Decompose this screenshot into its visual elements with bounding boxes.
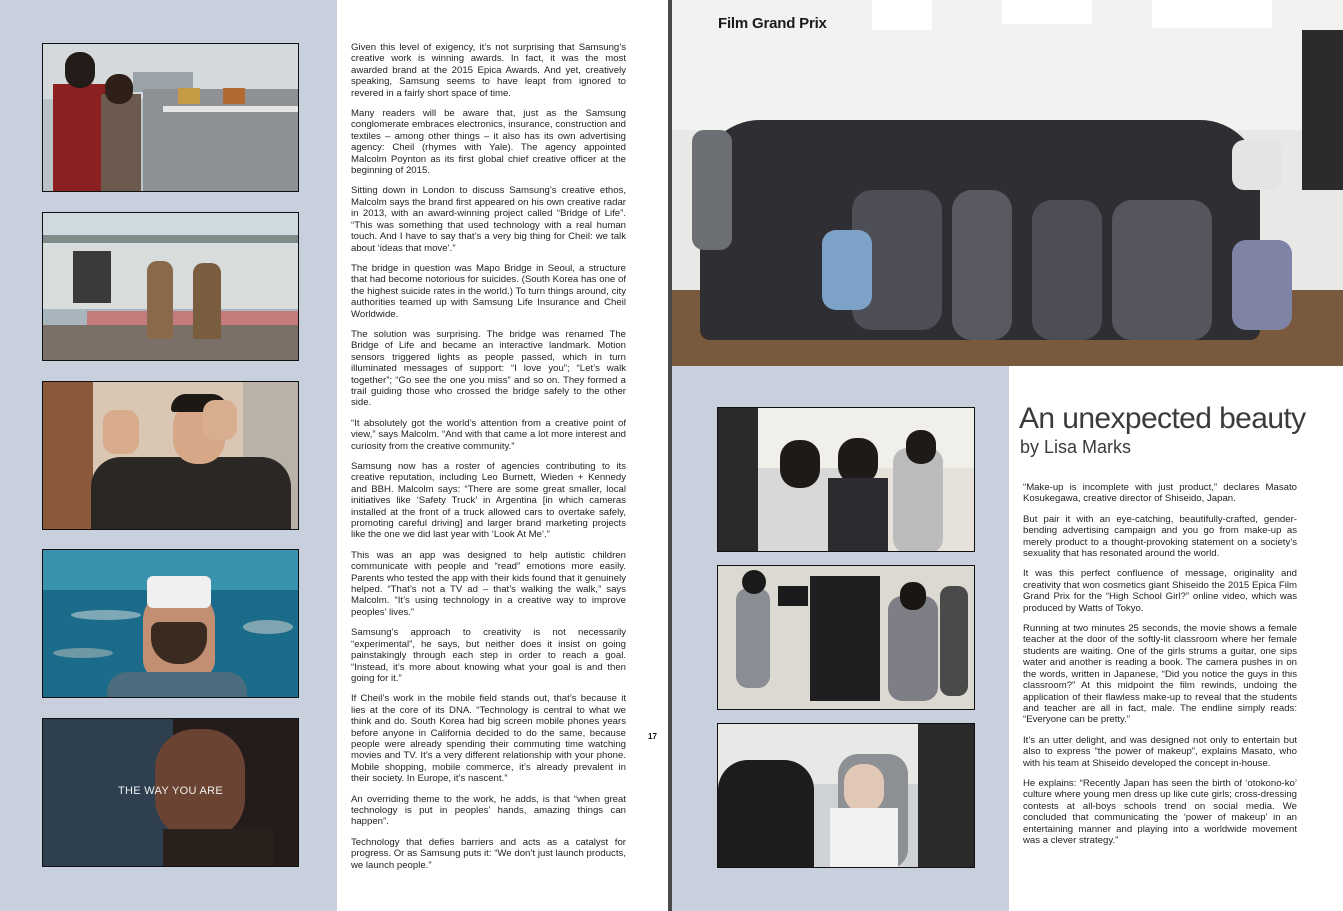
photo-bridge-couple: [42, 43, 299, 192]
right-paragraph: Running at two minutes 25 seconds, the movie shows a female teacher at the door of the softly-lit classroom where her female students are waiting. One of the girls strums a guitar, one sips water and another is reading a book. The camera pushes in on the words, written in Japanese, “Did you notice the guys in this classroom?” At this midpoint the film rewinds, undoing the application of their flawless make-up to reveal that the students and teacher are all in fact, male. The endline simply reads: “Everyone can be pretty.”: [1023, 623, 1297, 726]
left-paragraph: Technology that defies barriers and acts as a catalyst for progress. Or as Samsung puts it: “We don’t just launch products, we launch people.”: [351, 836, 626, 871]
photo-woman-the-way-you-are: [42, 718, 299, 867]
left-paragraph: An overriding theme to the work, he adds, is that “when great technology is put in peoples’ hands, amazing things can happen”.: [351, 793, 626, 828]
right-article-column: [1023, 482, 1297, 855]
photo-classroom-students: [717, 407, 975, 552]
left-paragraph: Samsung’s approach to creativity is not necessarily “experimental”, he says, but neither does it insist on going painstakingly through each step in order to reach a goal. “Instead, it’s more about knowing what your goal is and then going for it.”: [351, 627, 626, 684]
photo-film-set-camera: [717, 565, 975, 710]
article-title: An unexpected beauty: [1019, 402, 1306, 435]
left-paragraph: This was an app was designed to help autistic children communicate with people and “read” emotions more easily. Parents who tested the app with their kids found that it genuinely helped. “That’s not a TV ad – that’s walking the walk,” says Malcolm. “It’s using technology in a creative way to improve peoples’ lives.”: [351, 549, 626, 618]
left-paragraph: If Cheil’s work in the mobile field stands out, that’s because it lies at the core of its DNA. “Technology is central to what we think and do. South Korea had big screen mobile phones years before anyone in California decided to do the same, because people were already spending their commuting time watching movies and TV. It’s a very different relationship with your phone. Mobile shopping, mobile commerce, it’s already prevalent in their society. In Europe, it’s nascent.”: [351, 693, 626, 785]
left-paragraph: Many readers will be aware that, just as the Samsung conglomerate embraces electronics, insurance, construction and textiles – among other things – it also has its own advertising agency: Cheil (rhymes with Yale). The agency appointed Malcolm Poynton as its first global chief creative officer at the beginning of 2015.: [351, 108, 626, 177]
right-paragraph: But pair it with an eye-catching, beautifully-crafted, gender-bending advertising campaign and you go from make-up as merely product to a thought-provoking statement on a society’s sexuality that has resonated around the world.: [1023, 513, 1297, 560]
left-article-column: [351, 42, 626, 880]
right-paragraph: “Make-up is incomplete with just product,” declares Masato Kosukegawa, creative director of Shiseido, Japan.: [1023, 482, 1297, 505]
page-number: 17: [648, 732, 657, 741]
right-paragraph: He explains: “Recently Japan has seen the birth of ‘otokono-ko’ culture where young men dress up like cute girls; cross-dressing contests at all-boys schools trend on social media. We concluded that communicating the ‘power of makeup’ in an entertaining manner and playing into a worldwide movement was a clever strategy.”: [1023, 777, 1297, 846]
left-paragraph: Sitting down in London to discuss Samsung’s creative ethos, Malcolm says the brand first appeared on his own creative radar in 2013, with an award-winning project called “Bridge of Life”. “This was something that used technology with a real human touch. And I have to say that’s a very big thing for Cheil: we talk about ‘ideas that move’.”: [351, 185, 626, 254]
photo-caption-overlay: THE WAY YOU ARE: [118, 785, 223, 797]
photo-man-waving: [42, 381, 299, 530]
left-paragraph: Samsung now has a roster of agencies contributing to its creative reputation, including Leo Burnett, Wieden + Kennedy and BBH. Malcolm says: “There are some great smaller, local initiatives like ‘Safety Truck’ in Argentina [in which cameras installed at the front of a truck allowed cars to overtake safely, promoting careful driving] and larger brand marketing projects like the one we did last year with ‘Look At Me’.”: [351, 461, 626, 541]
left-paragraph: “It absolutely got the world’s attention from a creative point of view,” says Malcolm. “And with that came a lot more interest and curiosity from the creative community.”: [351, 417, 626, 452]
left-paragraph: The bridge in question was Mapo Bridge in Seoul, a structure that had become notorious for suicides. (South Korea has one of the highest suicide rates in the world.) To turn things around, city authorities teamed up with Samsung Life Insurance and Cheil Worldwide.: [351, 262, 626, 320]
photo-bridge-statue: [42, 212, 299, 361]
right-paragraph: It was this perfect confluence of message, originality and creativity that won cosmetics giant Shiseido the 2015 Epica Film Grand Prix for the “High School Girl?” online video, which was produced by Watts of Tokyo.: [1023, 568, 1297, 614]
photo-cast-group: [672, 0, 1343, 366]
section-header: Film Grand Prix: [718, 15, 827, 32]
photo-makeup-artist: [717, 723, 975, 868]
left-paragraph: Given this level of exigency, it’s not surprising that Samsung’s creative work is winning awards. In fact, it was the most awarded brand at the 2015 Epica Awards. And yet, creatively speaking, Samsung seems to have leapt from ignored to revered in a fairly short space of time.: [351, 42, 626, 99]
right-paragraph: It’s an utter delight, and was designed not only to entertain but also to express “the power of makeup”, explains Masato, who with his team at Shiseido developed the concept in-house.: [1023, 734, 1297, 769]
left-paragraph: The solution was surprising. The bridge was renamed The Bridge of Life and became an interactive landmark. Motion sensors triggered lights as people passed, which in turn illuminated messages of support: “I love you”; “Let’s walk together”; “Go see the one you miss” and so on. They formed a trail guiding those who crossed the bridge safely to the other side.: [351, 328, 626, 409]
article-byline: by Lisa Marks: [1020, 437, 1132, 457]
photo-vr-headset-underwater: [42, 549, 299, 698]
